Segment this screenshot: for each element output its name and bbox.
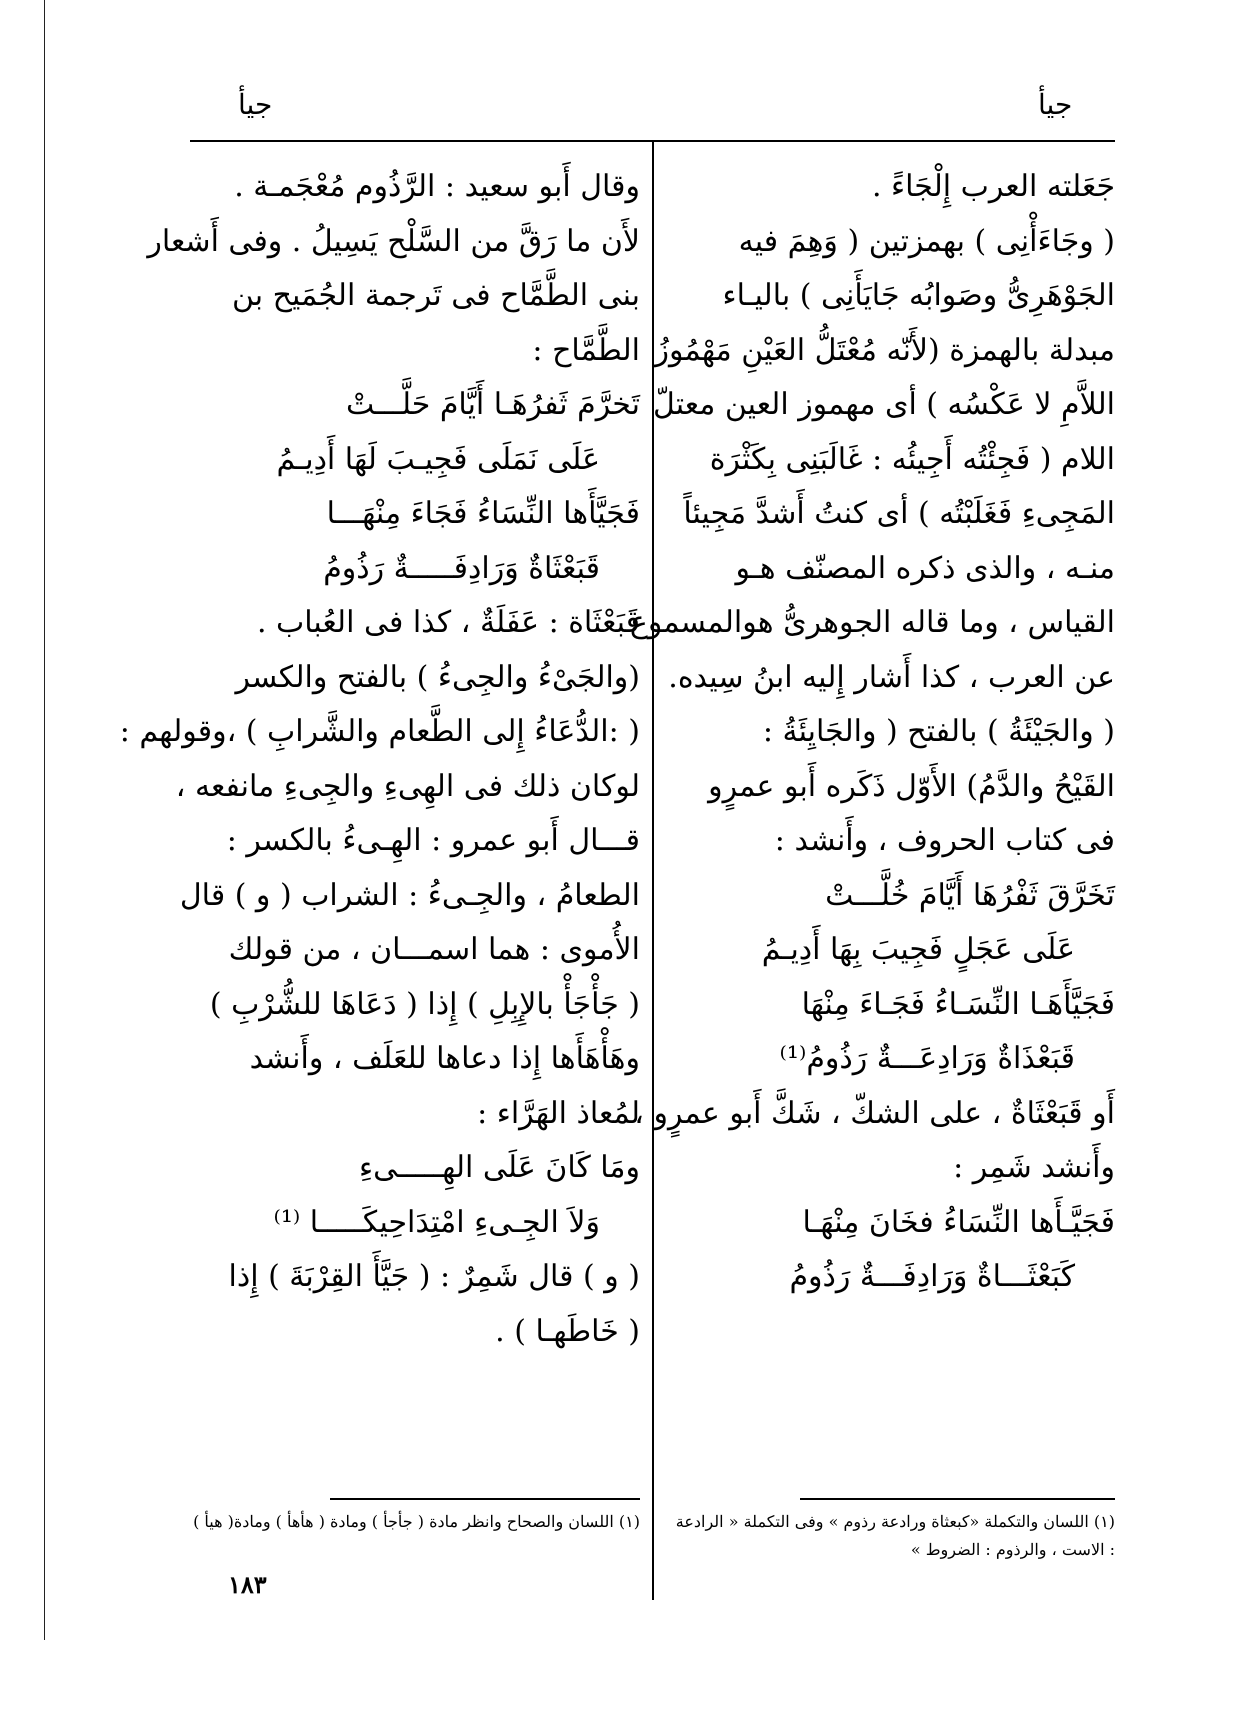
text-line: الطعامُ ، والجِـىءُ : الشراب ( و ) قال: [179, 877, 640, 913]
text-line: لأَن ما رَقَّ من السَّلْح يَسِيلُ . وفى أَشعار: [147, 223, 640, 259]
text-line: القياس ، وما قاله الجوهرىُّ هوالمسموع: [629, 605, 1115, 640]
text-line: ( والجَيْئَةُ ) بالفتح ( والجَايِئَةُ :: [762, 714, 1115, 749]
verse-line: تَخَرَّقَ ثَفْرُهَا أَيَّامَ خُلَّـــتْ: [825, 877, 1115, 913]
footnote-rule-right: [800, 1498, 1115, 1500]
text-line: عن العرب ، كذا أَشار إِليه ابنُ سِيده.: [668, 659, 1115, 695]
right-column: [629, 160, 1115, 1305]
text-line: المَجِىءِ فَغَلَبْتُه ) أى كنتُ أَشدَّ مَجِيئاً: [683, 496, 1115, 531]
text-line: قـــال أَبو عمرو : الهِـىءُ بالكسر :: [226, 823, 640, 858]
verse-line: تَخرَّمَ ثَفرُهَـا أَيَّامَ حَلَّـــتْ: [346, 387, 640, 422]
text-line: وقال أَبو سعيد : الرَّذُوم مُعْجَمـة .: [234, 169, 640, 204]
text-line: (والجَىْءُ والجِىءُ ) بالفتح والكسر: [235, 659, 640, 695]
running-head-right: جيأ: [1038, 88, 1073, 121]
text-line: مبدلة بالهمزة (لأَنّه مُعْتَلُّ العَيْنِ مَهْمُوزُ: [654, 332, 1115, 368]
text-line: لمُعاذ الهَرَّاء :: [477, 1095, 640, 1131]
verse-line: فَجَيَّـأَها النِّسَاءُ فخَانَ مِنْهَـا: [802, 1204, 1115, 1240]
footnote-left: (١) اللسان والصحاح وانظر مادة ( جأجأ ) ومادة ( هأهأ ) ومادة( هيأ ): [193, 1512, 640, 1531]
verse-line: كَبَعْثَـــاةٌ وَرَادِفَـــةٌ رَذُومُ: [789, 1259, 1075, 1294]
verse-line: فَجَيَّأَها النِّسَاءُ فَجَاءَ مِنْهَـــا: [326, 496, 640, 531]
text-line: جَعَلته العرب إِلْجَاءً .: [871, 169, 1115, 204]
column-divider: [652, 140, 654, 1600]
page-number: ١٨٣: [228, 1570, 267, 1599]
verse-line: عَلَى نَمَلَى فَجِيـبَ لَهَا أَدِيـمُ: [276, 441, 600, 477]
text-line: الجَوْهَرِىُّ وصَوابُه جَايَأَنِى ) باليـاء: [722, 278, 1115, 313]
running-head-left: جيأ: [238, 88, 273, 121]
verse-line: فَجَيَّأَهَـا النِّسَـاءُ فَجَـاءَ مِنْهَا: [801, 986, 1115, 1022]
text-line: ( وجَاءَأْنِى ) بهمزتين ( وَهِمَ فيه: [738, 223, 1115, 259]
binding-edge-line: [44, 0, 45, 1640]
text-line: ( و ) قال شَمِرٌ : ( جَيَّأَ القِرْبَةَ ) إِذا: [228, 1259, 640, 1294]
text-line: فى كتاب الحروف ، وأَنشد :: [774, 823, 1115, 858]
text-line: لوكان ذلك فى الهِىءِ والجِىءِ مانفعه ،: [175, 768, 640, 804]
text-line: أَو قَبَعْثَاةٌ ، على الشكّ ، شَكَّ أَبو عمرٍو ،: [634, 1095, 1115, 1131]
footnote-rule-left: [330, 1498, 640, 1500]
text-line: اللام ( فَجِئْتُه أَجِيئُه : غَالَبَنِى بِكَثْرَة: [709, 441, 1115, 477]
text-line: الأُموى : هما اسمـــان ، من قولك: [228, 932, 640, 967]
text-line: ( جَأْجَأْ بالإِبِلِ ) إِذا ( دَعَاهَا للشُّرْبِ ): [209, 986, 640, 1022]
verse-line: ومَا كَانَ عَلَى الهِـــــىءِ: [359, 1150, 640, 1185]
verse-line: قَبَعْذَاةٌ وَرَادِعَـــةٌ رَذُومُ⁽¹⁾: [779, 1041, 1075, 1076]
footnote-right: (١) اللسان والتكملة «كبعثاة ورادعة رذوم » وفى التكملة « الرادعة : الاست ، والرذوم : الضروط »: [675, 1512, 1115, 1559]
text-line: اللاَّمِ لا عَكْسُه ) أى مهموز العين معتلّ: [652, 387, 1115, 422]
text-line: الطَّمَّاح :: [532, 332, 640, 368]
verse-line: وَلاَ الجِـىءِ امْتِدَاحِيكَـــــا ⁽¹⁾: [273, 1204, 600, 1240]
text-line: القَيْحُ والدَّمُ) الأَوّل ذَكَره أَبو عمرٍو: [708, 768, 1115, 804]
text-line: منـه ، والذى ذكره المصنّف هـو: [735, 550, 1115, 586]
text-line: ( خَاطَهـا ) .: [495, 1313, 640, 1349]
verse-line: قَبَعْثَاةٌ وَرَادِفَـــــةٌ رَذُومُ: [323, 550, 600, 586]
text-line: ( :الدُّعَاءُ إِلى الطَّعام والشَّرابِ ) ،وقولهم :: [119, 714, 640, 749]
verse-line: عَلَى عَجَلٍ فَجِيبَ بِهَا أَدِيـمُ: [761, 932, 1075, 967]
text-line: قَبَعْثَاة : عَفَلَةٌ ، كذا فى العُباب .: [256, 605, 640, 640]
text-line: بنى الطَّمَّاح فى تَرجمة الجُمَيح بن: [231, 278, 640, 313]
left-column: [119, 160, 640, 1359]
text-line: وأَنشد شَمِر :: [953, 1150, 1115, 1185]
text-line: وهَأْهَأَها إِذا دعاها للعَلَف ، وأَنشد: [249, 1041, 640, 1076]
